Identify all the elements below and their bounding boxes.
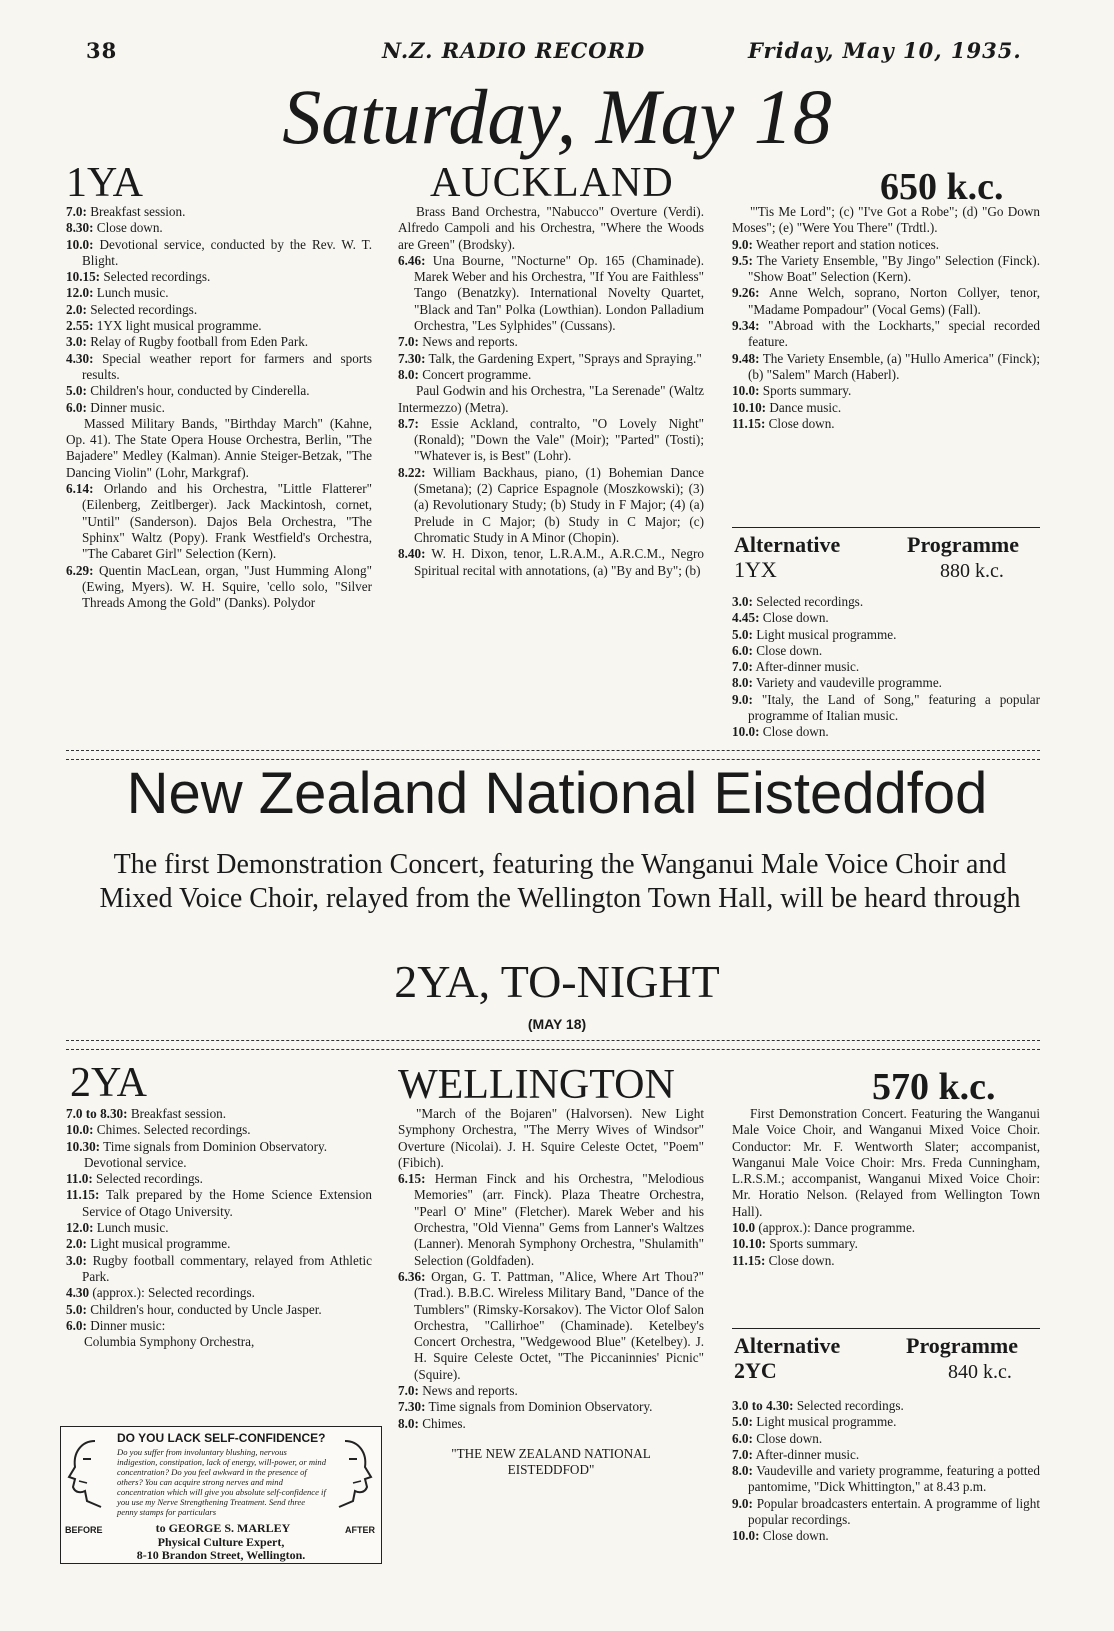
programme-entry — [732, 724, 1040, 740]
programme-entry — [732, 1463, 1040, 1496]
entry-time: 9.0: — [732, 691, 753, 707]
entry-text: Children's hour, conducted by Cinderella. — [86, 383, 310, 399]
eisteddfod-title: New Zealand National Eisteddfod — [126, 761, 988, 826]
entry-time: 5.0: — [66, 383, 87, 399]
alt-column-2yc — [732, 1398, 1040, 1545]
entry-text: Close down. — [759, 1528, 829, 1544]
entry-text: Columbia Symphony Orchestra, — [84, 1334, 255, 1350]
advertisement-box — [60, 1426, 382, 1564]
programme-entry — [732, 659, 1040, 675]
programme-entry — [732, 383, 1040, 399]
entry-time: 7.0 to 8.30: — [66, 1106, 128, 1121]
entry-text: Herman Finck and his Orchestra, "Melodious Memories" (arr. Finck). Plaza Theatre Orchestra, "Pearl O' Mine" (Fletcher). Marek Weber and his Orchestra, "Old Vienna" Gems from Lanner's Waltzes (Lanner). Menorah Symphony Orchestra, "Shulamith" Selection (Goldfaden). — [414, 1171, 704, 1268]
entry-time: 10.0: — [66, 236, 94, 252]
entry-text: Organ, G. T. Pattman, "Alice, Where Art Thou?" (Trad.). B.B.C. Wireless Military Band, "Dance of the Tumblers" (Rimsky-Korsakov). The Victor Olof Salon Orchestra, "Callirhoe" (Chaminade). Ketelbey's Concert Orchestra, "Wedgewood Blue" (Ketelbey). J. H. Squire Celeste Octet, "The Piccaninnies' Picnic" (Squire). — [414, 1268, 704, 1382]
entry-text: Variety and vaudeville programme. — [752, 675, 942, 691]
programme-entry — [398, 1416, 704, 1432]
entry-text: "Abroad with the Lockharts," special recorded feature. — [748, 318, 1040, 350]
entry-text: Close down. — [765, 415, 835, 431]
alt-programme-1yx: Programme — [907, 532, 1019, 557]
programme-column-1ya-b — [398, 204, 704, 579]
programme-column-1ya-c — [732, 204, 1040, 432]
entry-time: 3.0 to 4.30: — [732, 1398, 794, 1413]
entry-text: First Demonstration Concert. Featuring the Wanganui Male Voice Choir, and Wanganui Mixed Voice Choir. Conductor: Mr. F. Wentworth Slater; accompanist, Wanganui Male Voice Choir: Mrs. Freda Cunningham, L.R.S.M.; accompanist, Wanganui Mixed Voice Choir: Mr. Horatio Nelson. (Relayed from Wellington Town Hall). — [732, 1106, 1040, 1219]
entry-time: 6.14: — [66, 481, 94, 497]
entry-time: 9.48: — [732, 350, 760, 366]
programme-entry — [732, 1496, 1040, 1529]
programme-entry — [66, 1253, 372, 1286]
entry-time: 12.0: — [66, 285, 94, 301]
tonight-date: (MAY 18) — [527, 1016, 587, 1032]
entry-time: 10.0: — [66, 1122, 94, 1138]
alt-programme-2yc: Programme — [906, 1333, 1018, 1358]
entry-time: 8.0: — [398, 1415, 419, 1431]
station-call-1ya: 1YA — [66, 160, 144, 206]
entry-text: Light musical programme. — [86, 1236, 231, 1252]
entry-text: Relay of Rugby football from Eden Park. — [86, 334, 309, 350]
entry-time: 3.0: — [66, 1252, 87, 1268]
programme-entry — [66, 351, 372, 384]
day-title: Saturday, May 18 — [282, 73, 832, 160]
programme-entry — [732, 400, 1040, 416]
entry-text: Selected recordings. — [86, 301, 198, 317]
programme-entry — [398, 1106, 704, 1171]
programme-entry — [66, 1236, 372, 1252]
entry-time: 2.0: — [66, 301, 87, 317]
entry-time: 10.10: — [732, 399, 767, 415]
entry-text: Selected recordings. — [752, 594, 864, 609]
ad-address: 8-10 Brandon Street, Wellington. — [136, 1548, 306, 1562]
entry-time: 10.0: — [732, 1528, 760, 1544]
entry-text: Close down. — [752, 1430, 823, 1446]
face-after-icon — [331, 1437, 375, 1513]
programme-entry — [66, 1106, 372, 1122]
entry-time: 2.0: — [66, 1236, 87, 1252]
entry-time: 10.0 — [732, 1220, 756, 1236]
entry-time: 7.0: — [66, 204, 87, 219]
entry-time: 12.0: — [66, 1220, 94, 1236]
entry-time: 7.0: — [732, 659, 753, 675]
station-frequency-570: 570 k.c. — [872, 1066, 996, 1108]
alt-call-2yc: 2YC — [734, 1358, 777, 1383]
eisteddfod-lead: The first Demonstration Concert, featuring the Wanganui Male Voice Choir and Mixed Voice Choir, relayed from the Wellington Town Hall, will be heard through — [99, 849, 1021, 914]
entry-time: 5.0: — [66, 1301, 87, 1317]
programme-entry — [732, 253, 1040, 286]
programme-entry — [732, 627, 1040, 643]
programme-entry — [732, 1253, 1040, 1269]
entry-text: Selected recordings. — [92, 1171, 203, 1187]
ad-before-label: BEFORE — [65, 1525, 103, 1535]
alt-label-2yc: Alternative — [734, 1333, 841, 1358]
alt-label-1yx: Alternative — [734, 532, 841, 557]
programme-entry — [732, 1431, 1040, 1447]
entry-time: 8.30: — [66, 220, 94, 236]
entry-text: Close down. — [752, 642, 823, 658]
programme-entry — [398, 1383, 704, 1399]
entry-text: Paul Godwin and his Orchestra, "La Serenade" (Waltz Intermezzo) (Metra). — [398, 383, 704, 415]
programme-entry — [732, 1236, 1040, 1252]
entry-text: Close down. — [765, 1252, 835, 1268]
programme-column-1ya-a — [66, 204, 372, 611]
programme-column-2ya-c — [732, 1106, 1040, 1269]
station-frequency-650: 650 k.c. — [880, 166, 1004, 208]
entry-time: 6.0: — [732, 1430, 753, 1446]
entry-time: 10.15: — [66, 269, 101, 285]
programme-entry — [66, 1122, 372, 1138]
entry-text: "'Tis Me Lord"; (c) "I've Got a Robe"; (d) "Go Down Moses"; (e) "Were You There" (Trdtl.). — [732, 204, 1040, 236]
entry-text: Lunch music. — [93, 285, 169, 301]
programme-entry — [732, 237, 1040, 253]
programme-entry — [66, 237, 372, 270]
programme-entry — [66, 302, 372, 318]
entry-time: 7.30: — [398, 350, 426, 366]
entry-text: Light musical programme. — [752, 626, 897, 642]
entry-text: Vaudeville and variety programme, featuring a potted pantomime, "Dick Whittington," at 8.43 p.m. — [748, 1463, 1040, 1495]
programme-entry — [398, 1269, 704, 1383]
entry-text: Orlando and his Orchestra, "Little Flatterer" (Eilenberg, Zeitlberger). Jack Mackintosh, cornet, "Until" (Sanderson). Dajos Bela Orchestra, "The Sphinx" Waltz (Popy). Frank Westfield's Orchestra, "The Cabaret Girl" Selection (Kern). — [82, 481, 372, 562]
entry-text: W. H. Dixon, tenor, L.R.A.M., A.R.C.M., Negro Spiritual recital with annotations, (a) "By and By"; (b) — [414, 546, 704, 578]
entry-text: 1YX light musical programme. — [93, 318, 262, 334]
programme-entry — [732, 643, 1040, 659]
programme-entry — [398, 546, 704, 579]
alt-call-1yx: 1YX — [734, 557, 777, 582]
entry-time: 3.0: — [732, 594, 753, 609]
entry-time: 7.30: — [398, 1399, 426, 1415]
programme-entry — [732, 1528, 1040, 1544]
programme-entry — [66, 220, 372, 236]
programme-entry — [66, 318, 372, 334]
entry-text: Chimes. — [418, 1415, 466, 1431]
entry-text: Dance music. — [766, 399, 842, 415]
entry-time: 4.45: — [732, 610, 760, 626]
programme-column-2ya-b — [398, 1106, 704, 1479]
entry-time: 11.15: — [66, 1187, 100, 1203]
programme-entry — [66, 1285, 372, 1301]
entry-time: 11.15: — [732, 415, 766, 431]
programme-entry — [66, 1318, 372, 1334]
alt-column-1yx — [732, 594, 1040, 741]
programme-entry — [66, 285, 372, 301]
entry-time: 6.0: — [66, 399, 87, 415]
entry-time: 5.0: — [732, 626, 753, 642]
entry-time: 7.0: — [732, 1446, 753, 1462]
programme-entry — [732, 610, 1040, 626]
entry-time: 4.30 — [66, 1285, 90, 1301]
ad-body: Do you suffer from involuntary blushing, nervous indigestion, constipation, lack of energy, will-power, or mind concentration? Do you feel awkward in the presence of others? You can acquire strong nerves and mind concentration which will give you absolute self-confidence if you use my Nerve Strengthening Treatment. Send three penny stamps for particulars — [117, 1447, 327, 1517]
programme-entry — [732, 318, 1040, 351]
programme-entry — [66, 416, 372, 481]
entry-time: 7.0: — [398, 334, 419, 350]
tonight-banner: 2YA, TO-NIGHT — [394, 956, 720, 1007]
programme-entry — [732, 351, 1040, 384]
programme-entry — [66, 1171, 372, 1187]
entry-text: Sports summary. — [766, 1236, 858, 1252]
entry-time: 6.36: — [398, 1268, 426, 1284]
entry-time: 6.0: — [66, 1317, 87, 1333]
station-city-auckland: AUCKLAND — [430, 160, 674, 206]
entry-text: Devotional service, conducted by the Rev. W. T. Blight. — [82, 236, 372, 268]
entry-text: Concert programme. — [418, 366, 532, 382]
entry-text: News and reports. — [418, 334, 518, 350]
entry-text: News and reports. — [418, 1383, 518, 1399]
divider — [732, 1328, 1040, 1329]
entry-time: 10.30: — [66, 1138, 101, 1154]
entry-time: 8.0: — [398, 366, 419, 382]
entry-time: 10.0: — [732, 724, 760, 740]
entry-time: 5.0: — [732, 1414, 753, 1430]
programme-entry — [732, 416, 1040, 432]
entry-text: Devotional service. — [84, 1154, 187, 1170]
entry-text: Close down. — [759, 610, 829, 626]
entry-text: (approx.): Selected recordings. — [89, 1285, 255, 1301]
entry-text: The Variety Ensemble, (a) "Hullo America" (Finck); (b) "Salem" March (Haberl). — [748, 350, 1040, 382]
programme-entry — [398, 1399, 704, 1415]
programme-entry — [732, 675, 1040, 691]
entry-text: Weather report and station notices. — [752, 236, 940, 252]
entry-text: Selected recordings. — [100, 269, 211, 285]
entry-text: Essie Ackland, contralto, "O Lovely Night" (Ronald); "Down the Vale" (Moir); "Parted" (Tosti); "Whatever is, is Best" (Lohr). — [414, 415, 704, 464]
entry-text: Breakfast session. — [86, 204, 186, 219]
entry-text: "March of the Bojaren" (Halvorsen). New Light Symphony Orchestra, "The Merry Wives of Windsor" Overture (Nicolai). J. H. Squire Celeste Octet, "Poem" (Fibich). — [398, 1106, 704, 1170]
entry-time: 11.0: — [66, 1171, 93, 1187]
entry-text: Una Bourne, "Nocturne" Op. 165 (Chaminade). Marek Weber and his Orchestra, "If You are Faithless" Tango (Benatzky). International Novelty Quartet, "Black and Tan" Polka (Lowthian). London Palladium Orchestra, "Les Sylphides" (Cussans). — [414, 252, 704, 334]
entry-text: Quentin MacLean, organ, "Just Humming Along" (Ewing, Myers). W. H. Squire, 'cello solo, "Silver Threads Among the Gold" (Danks). Polydor — [82, 562, 372, 611]
entry-text: Light musical programme. — [752, 1414, 897, 1430]
ad-title: Physical Culture Expert, — [157, 1535, 285, 1549]
programme-entry — [398, 465, 704, 546]
entry-text: The Variety Ensemble, "By Jingo" Selection (Finck). "Show Boat" Selection (Kern). — [748, 252, 1040, 285]
entry-time: 8.7: — [398, 415, 419, 431]
programme-entry — [732, 1398, 1040, 1414]
programme-entry — [732, 285, 1040, 318]
entry-time: 7.0: — [398, 1383, 419, 1399]
programme-entry — [398, 351, 704, 367]
programme-entry — [66, 1220, 372, 1236]
programme-entry — [66, 1187, 372, 1220]
programme-entry — [398, 253, 704, 334]
entry-time: 10.10: — [732, 1236, 767, 1252]
entry-text: Close down. — [93, 220, 163, 236]
page-number: 38 — [86, 38, 118, 63]
alt-freq-2yc: 840 k.c. — [948, 1361, 1012, 1383]
programme-entry — [732, 594, 1040, 610]
entry-time: 9.0: — [732, 1495, 753, 1511]
wavy-divider — [66, 1040, 1040, 1050]
ad-headline: DO YOU LACK SELF-CONFIDENCE? — [117, 1431, 326, 1445]
programme-entry — [66, 1155, 372, 1171]
entry-text: Sports summary. — [759, 383, 852, 399]
entry-text: Time signals from Dominion Observatory. — [100, 1138, 328, 1154]
entry-time: 9.34: — [732, 318, 760, 334]
programme-column-2ya-a — [66, 1106, 372, 1350]
entry-text: Time signals from Dominion Observatory. — [425, 1399, 653, 1415]
programme-entry — [732, 692, 1040, 725]
entry-text: After-dinner music. — [752, 1446, 860, 1462]
programme-entry — [66, 563, 372, 612]
entry-time: 10.0: — [732, 383, 760, 399]
issue-date: Friday, May 10, 1935. — [748, 38, 1022, 63]
entry-text: Dinner music. — [86, 399, 165, 415]
programme-entry — [66, 1302, 372, 1318]
programme-entry — [732, 1106, 1040, 1220]
entry-time: 6.15: — [398, 1171, 426, 1187]
entry-text: Brass Band Orchestra, "Nabucco" Overture (Verdi). Alfredo Campoli and his Orchestra, "Where the Woods are Green" (Brodsky). — [398, 204, 704, 252]
entry-time: 9.26: — [732, 285, 760, 301]
entry-time: 8.0: — [732, 1463, 753, 1479]
entry-text: Massed Military Bands, "Birthday March" (Kahne, Op. 41). The State Opera House Orchestra, Berlin, "The Bajadere" Medley (Kalman). Annie Steiger-Betzak, "The Dancing Violin" (Lohr, Markgraf). — [66, 415, 372, 480]
entry-time: 9.0: — [732, 236, 753, 252]
eisteddfod-relay-title: "THE NEW ZEALAND NATIONAL EISTEDDFOD" — [451, 1445, 651, 1478]
entry-text: Rugby football commentary, relayed from Athletic Park. — [82, 1252, 372, 1284]
programme-entry — [66, 1334, 372, 1350]
entry-text: Close down. — [759, 724, 829, 740]
entry-time: 4.30: — [66, 350, 94, 366]
entry-text: Dinner music: — [86, 1317, 166, 1333]
programme-entry — [66, 481, 372, 562]
station-city-wellington: WELLINGTON — [398, 1062, 675, 1108]
face-before-icon — [65, 1437, 109, 1513]
programme-entry — [398, 416, 704, 465]
programme-entry — [66, 204, 372, 220]
entry-time: 8.22: — [398, 464, 426, 480]
entry-text: (approx.): Dance programme. — [755, 1220, 916, 1236]
programme-entry — [398, 334, 704, 350]
programme-entry — [732, 204, 1040, 237]
station-call-2ya: 2YA — [70, 1060, 148, 1106]
entry-text: Selected recordings. — [793, 1398, 904, 1413]
programme-entry — [732, 1447, 1040, 1463]
entry-text: Popular broadcasters entertain. A programme of light popular recordings. — [748, 1495, 1040, 1528]
entry-text: Anne Welch, soprano, Norton Collyer, tenor, "Madame Pompadour" (Vocal Gems) (Fall). — [748, 285, 1040, 317]
entry-time: 6.46: — [398, 252, 426, 268]
entry-text: Talk, the Gardening Expert, "Sprays and Spraying." — [425, 350, 702, 366]
entry-time: 8.40: — [398, 546, 426, 562]
programme-entry — [398, 204, 704, 253]
entry-time: 9.5: — [732, 252, 753, 268]
entry-text: Lunch music. — [93, 1220, 169, 1236]
entry-time: 2.55: — [66, 318, 94, 334]
entry-text: Special weather report for farmers and sports results. — [82, 350, 372, 382]
entry-time: 11.15: — [732, 1252, 766, 1268]
entry-text: Breakfast session. — [127, 1106, 227, 1121]
entry-time: 3.0: — [66, 334, 87, 350]
publication-name: N.Z. RADIO RECORD — [382, 38, 646, 63]
entry-text: Talk prepared by the Home Science Extension Service of Otago University. — [82, 1187, 372, 1219]
programme-entry — [732, 1220, 1040, 1236]
entry-text: Chimes. Selected recordings. — [93, 1122, 251, 1138]
programme-entry — [66, 1139, 372, 1155]
ad-name: to GEORGE S. MARLEY — [155, 1521, 291, 1535]
alt-freq-1yx: 880 k.c. — [940, 560, 1004, 582]
programme-entry — [66, 334, 372, 350]
entry-time: 8.0: — [732, 675, 753, 691]
entry-time: 6.29: — [66, 562, 94, 578]
entry-text: William Backhaus, piano, (1) Bohemian Dance (Smetana); (2) Caprice Espagnole (Moszkowski); (3) (a) Revolutionary Study; (b) Study in F Major; (4) (a) Prelude in C Major; (b) Study in C Major; (c) Chromatic Study in A Minor (Chopin). — [414, 464, 704, 545]
entry-text: Children's hour, conducted by Uncle Jasper. — [86, 1301, 322, 1317]
programme-entry — [398, 1171, 704, 1269]
programme-entry — [398, 367, 704, 383]
programme-entry — [66, 383, 372, 399]
entry-text: After-dinner music. — [752, 659, 860, 675]
entry-time: 6.0: — [732, 642, 753, 658]
programme-entry — [66, 400, 372, 416]
wavy-divider — [66, 750, 1040, 760]
divider — [732, 527, 1040, 528]
ad-after-label: AFTER — [345, 1525, 375, 1535]
programme-entry — [398, 383, 704, 416]
programme-entry — [66, 269, 372, 285]
programme-entry — [732, 1414, 1040, 1430]
entry-text: "Italy, the Land of Song," featuring a popular programme of Italian music. — [748, 691, 1040, 724]
